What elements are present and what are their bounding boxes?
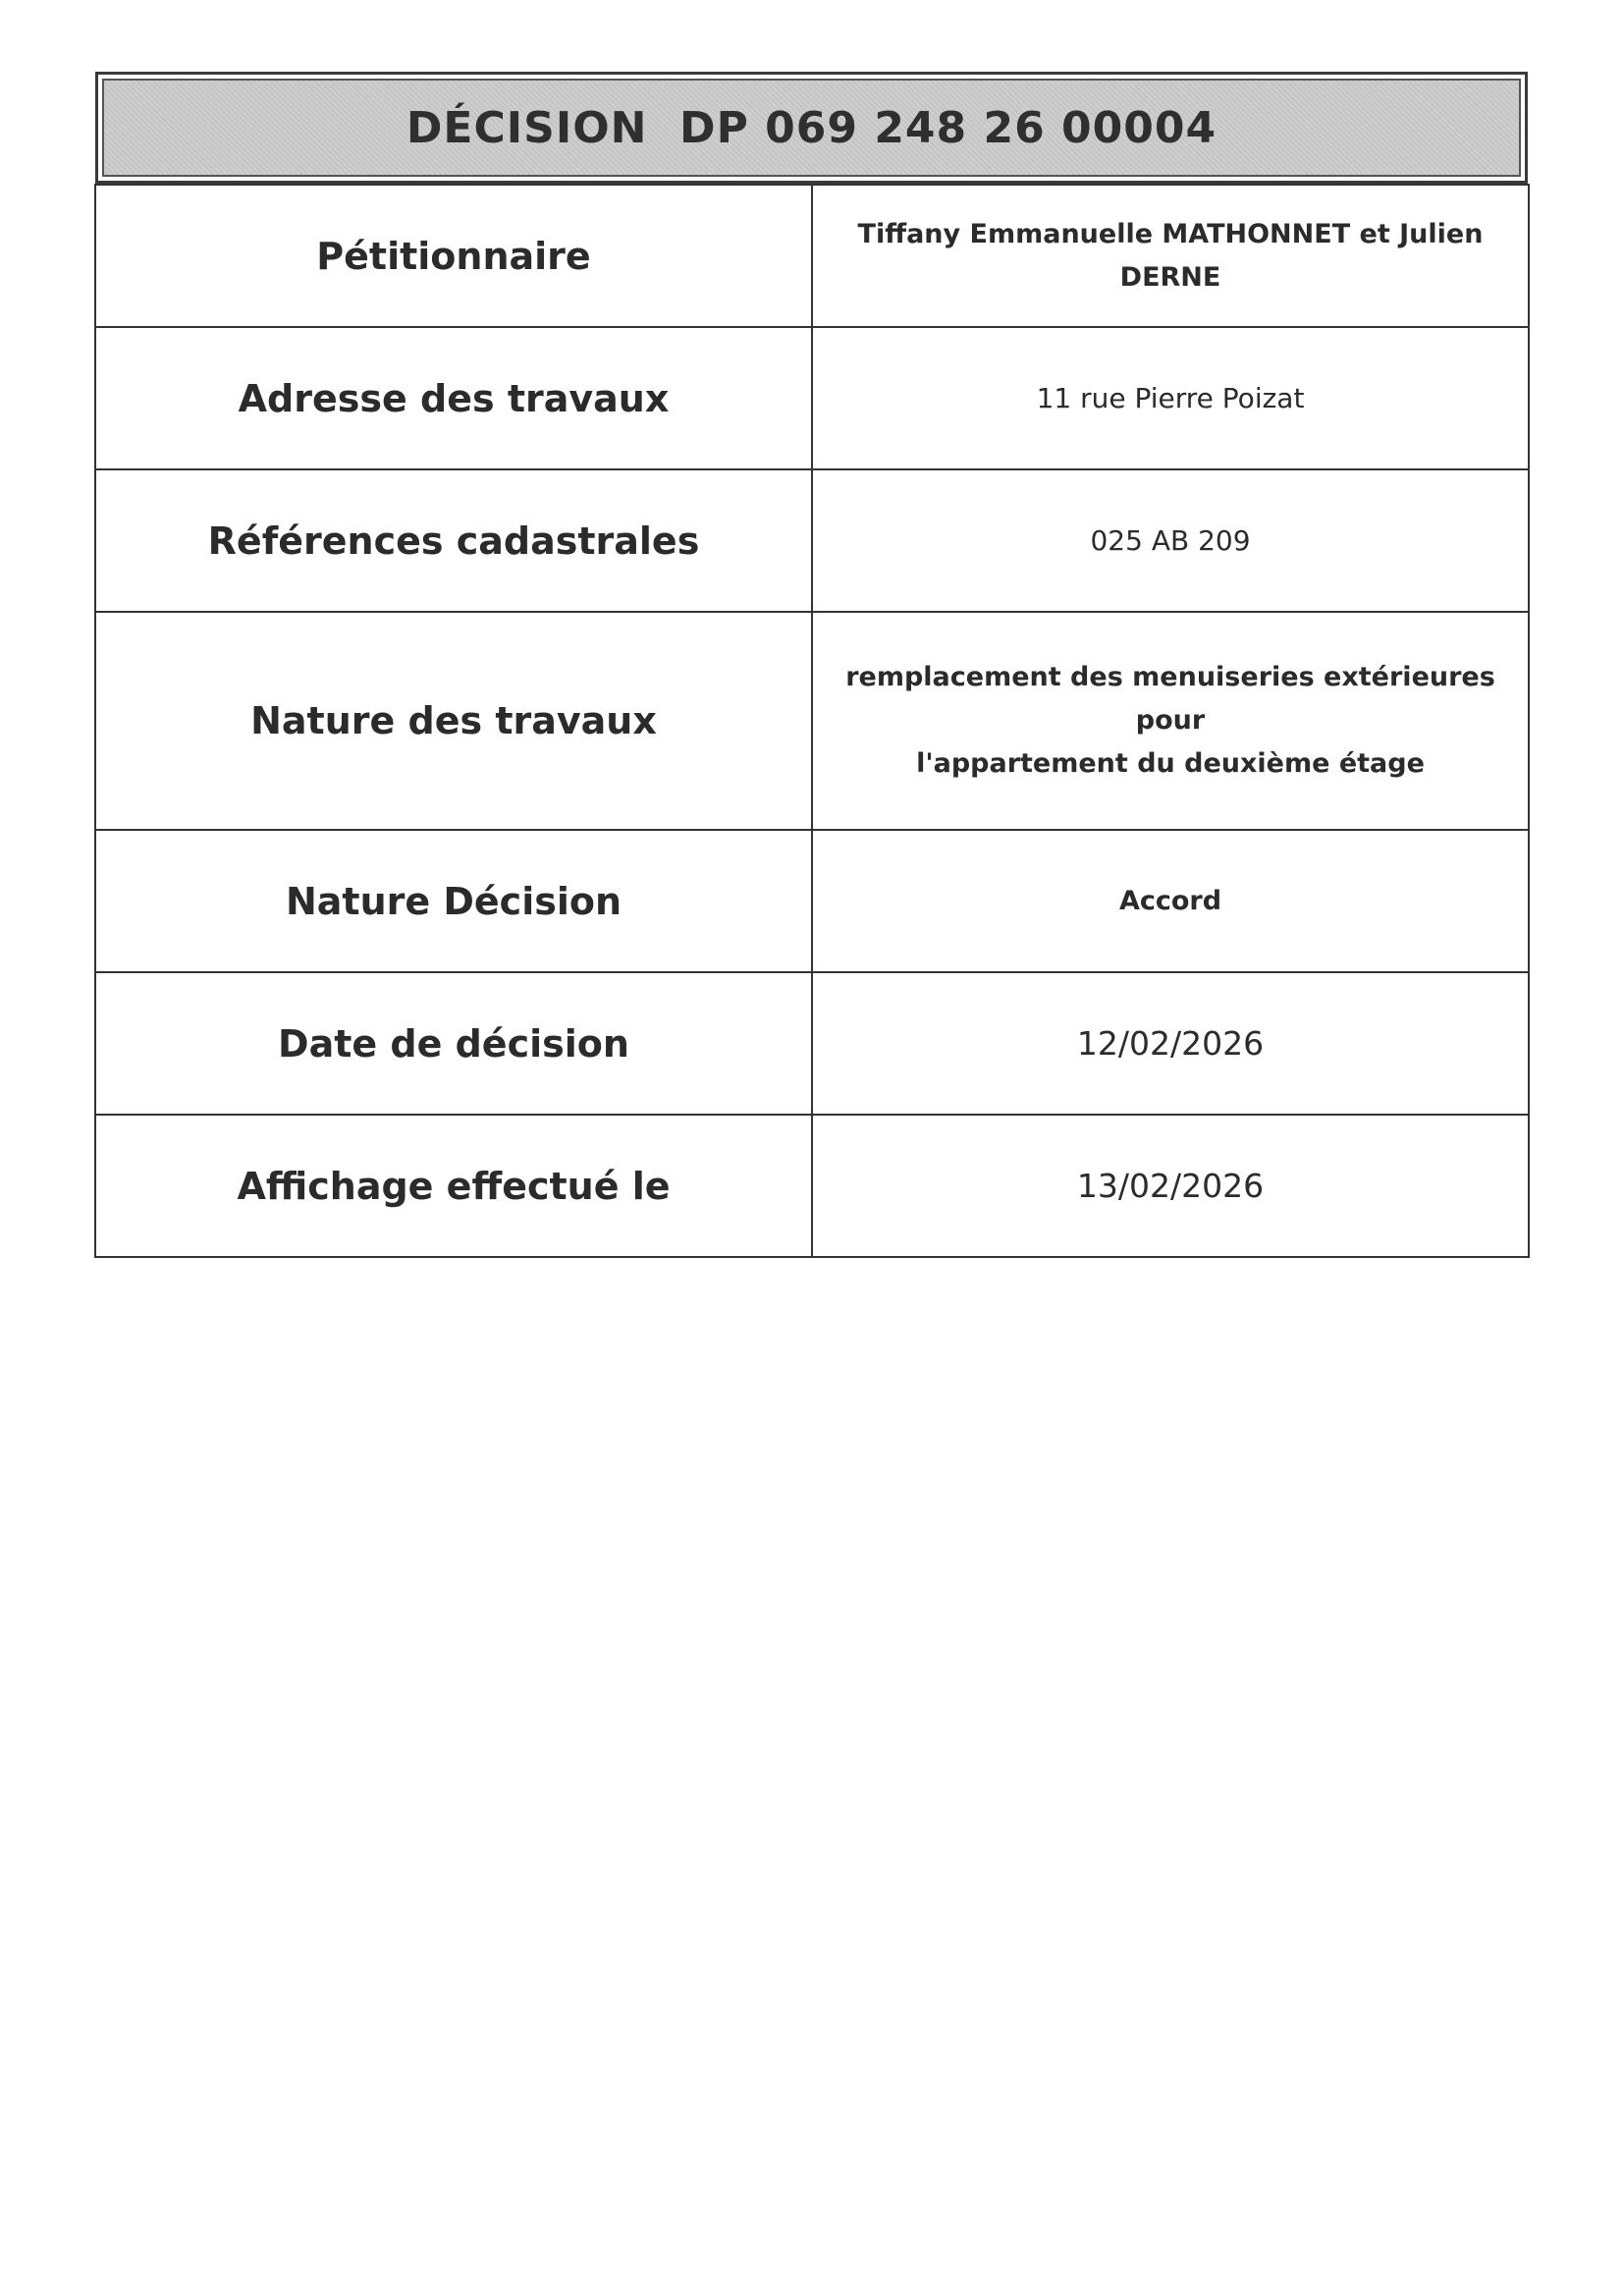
nature-decision-label: Nature Décision xyxy=(285,879,622,923)
affichage-value: 13/02/2026 xyxy=(1076,1166,1265,1205)
row-label-cell xyxy=(95,469,812,612)
table-row xyxy=(95,972,1529,1115)
nature-decision-value: Accord xyxy=(1118,885,1222,916)
table-row xyxy=(95,830,1529,972)
nature-travaux-value-line-2: l'appartement du deuxième étage xyxy=(916,748,1425,779)
petitionnaire-label: Pétitionnaire xyxy=(316,234,591,278)
row-value-cell xyxy=(812,612,1529,830)
references-value: 025 AB 209 xyxy=(1090,523,1251,557)
row-value-cell xyxy=(812,469,1529,612)
date-decision-value: 12/02/2026 xyxy=(1076,1023,1265,1063)
nature-travaux-label: Nature des travaux xyxy=(250,699,657,742)
adresse-label: Adresse des travaux xyxy=(238,376,670,420)
table-row xyxy=(95,612,1529,830)
references-label: Références cadastrales xyxy=(207,519,700,563)
decision-table xyxy=(94,184,1530,1258)
adresse-value: 11 rue Pierre Poizat xyxy=(1036,381,1305,414)
row-value-cell xyxy=(812,830,1529,972)
document-title: DÉCISION DP 069 248 26 00004 xyxy=(406,102,1217,153)
table-row xyxy=(95,327,1529,469)
row-label-cell xyxy=(95,185,812,327)
row-label-cell xyxy=(95,972,812,1115)
row-value-cell xyxy=(812,1115,1529,1257)
table-row xyxy=(95,185,1529,327)
title-banner xyxy=(95,72,1528,184)
affichage-label: Affichage effectué le xyxy=(237,1164,671,1208)
title-banner-fill xyxy=(102,79,1521,177)
date-decision-label: Date de décision xyxy=(278,1021,629,1066)
row-value-cell xyxy=(812,972,1529,1115)
table-row xyxy=(95,469,1529,612)
table-row xyxy=(95,1115,1529,1257)
row-value-cell xyxy=(812,185,1529,327)
petitionnaire-value: Tiffany Emmanuelle MATHONNET et Julien DERNE xyxy=(857,218,1484,293)
row-label-cell xyxy=(95,830,812,972)
row-label-cell xyxy=(95,1115,812,1257)
row-label-cell xyxy=(95,327,812,469)
nature-travaux-value-line-1: remplacement des menuiseries extérieures pour xyxy=(845,662,1495,736)
row-label-cell xyxy=(95,612,812,830)
row-value-cell xyxy=(812,327,1529,469)
